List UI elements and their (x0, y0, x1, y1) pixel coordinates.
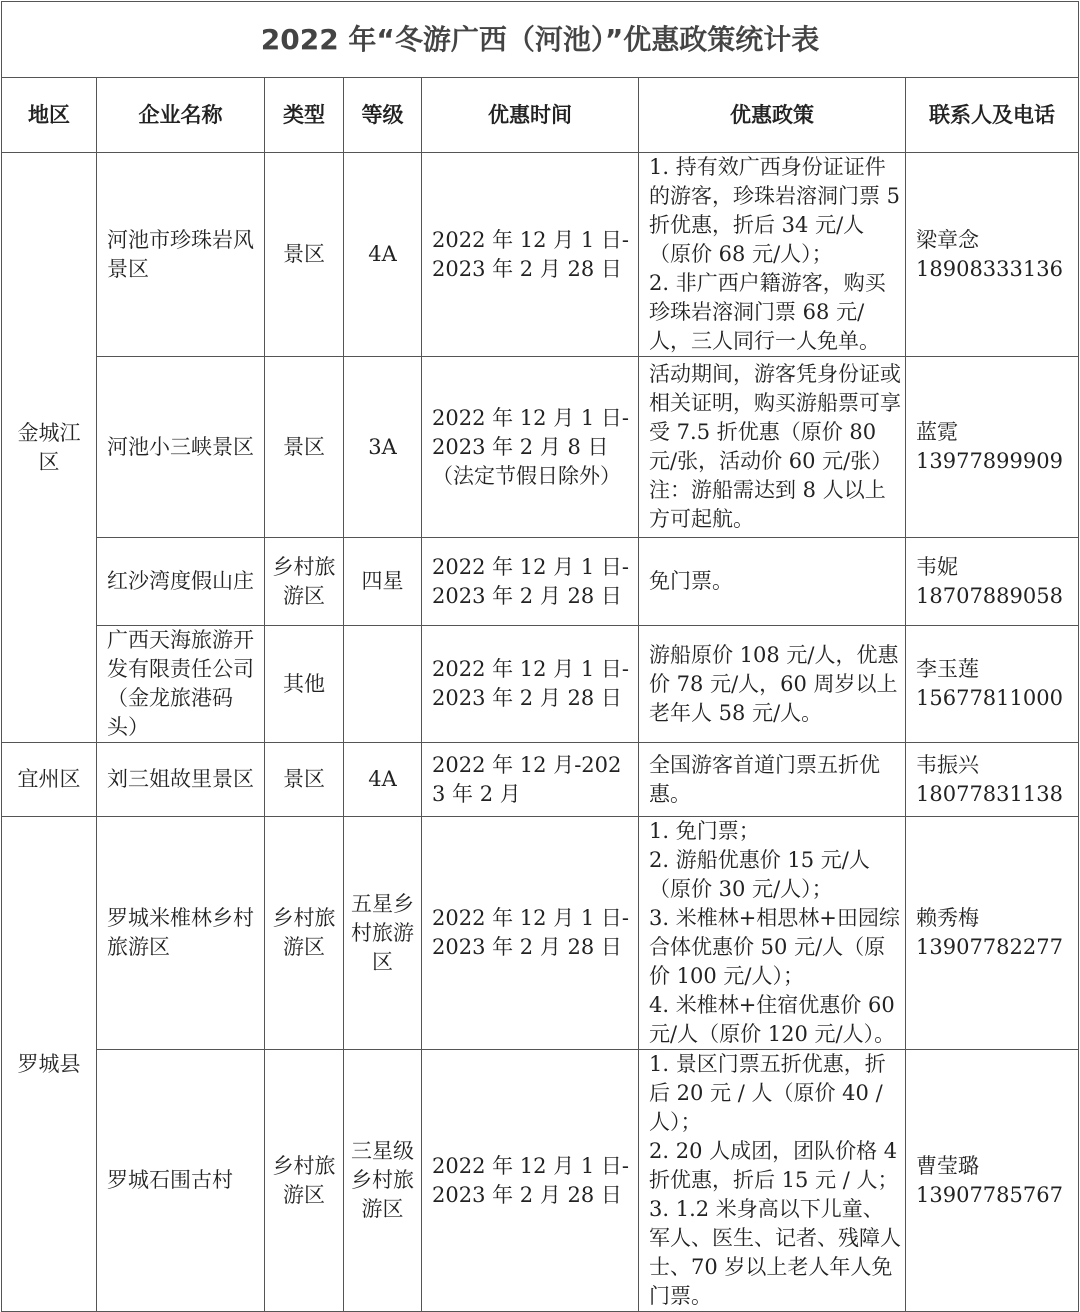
table-row (2, 153, 1079, 357)
contact-cell (906, 538, 1079, 626)
discount-policy (639, 1050, 906, 1312)
contact-cell (906, 626, 1079, 743)
policy-line: 1. 持有效广西身份证证件的游客，珍珠岩溶洞门票 5 折优惠，折后 34 元/人（原价 68 元/人）； (649, 155, 901, 266)
contact-name: 赖秀梅 (916, 906, 979, 930)
header-type: 类型 (265, 78, 344, 153)
discount-policy (639, 538, 906, 626)
header-region: 地区 (2, 78, 97, 153)
table-row (2, 743, 1079, 817)
table-row (2, 357, 1079, 538)
discount-time: 2022 年 12 月-2023 年 2 月 (422, 743, 639, 817)
attraction-level: 四星 (344, 538, 422, 626)
attraction-type: 景区 (265, 743, 344, 817)
contact-phone: 18707889058 (916, 583, 1063, 608)
contact-cell (906, 153, 1079, 357)
region-cell: 宜州区 (2, 743, 97, 817)
company-name: 罗城石围古村 (97, 1050, 265, 1312)
contact-name: 韦振兴 (916, 752, 979, 777)
policy-line: 活动期间，游客凭身份证或相关证明，购买游船票可享受 7.5 折优惠（原价 80 元/张，活动价 60 元/张）注：游船需达到 8 人以上方可起航。 (649, 362, 901, 531)
discount-time: 2022 年 12 月 1 日-2023 年 2 月 28 日 (422, 538, 639, 626)
contact-phone: 18908333136 (916, 256, 1063, 281)
attraction-level: 4A (344, 743, 422, 817)
header-row (2, 78, 1079, 153)
contact-name: 蓝霓 (916, 420, 958, 444)
region-cell: 罗城县 (2, 817, 97, 1312)
company-name: 红沙湾度假山庄 (97, 538, 265, 626)
policy-line: 2. 游船优惠价 15 元/人（原价 30 元/人）； (649, 848, 870, 901)
table-row (2, 817, 1079, 1050)
policy-line: 2. 20 人成团，团队价格 4 折优惠，折后 15 元 / 人； (649, 1139, 899, 1192)
attraction-type: 景区 (265, 357, 344, 538)
discount-time: 2022 年 12 月 1 日-2023 年 2 月 28 日 (422, 1050, 639, 1312)
policy-line: 1. 免门票； (649, 819, 760, 843)
contact-phone: 13907785767 (916, 1182, 1063, 1207)
attraction-level: 4A (344, 153, 422, 357)
attraction-type: 乡村旅游区 (265, 817, 344, 1050)
contact-name: 梁章念 (916, 227, 979, 252)
policy-line: 2. 非广西户籍游客，购买珍珠岩溶洞门票 68 元/人，三人同行一人免单。 (649, 271, 886, 353)
attraction-type: 景区 (265, 153, 344, 357)
header-company: 企业名称 (97, 78, 265, 153)
region-cell: 金城江区 (2, 153, 97, 743)
discount-time: 2022 年 12 月 1 日-2023 年 2 月 28 日 (422, 626, 639, 743)
contact-name: 韦妮 (916, 554, 958, 579)
contact-phone: 18077831138 (916, 781, 1063, 806)
policy-line: 1. 景区门票五折优惠，折后 20 元 / 人（原价 40 / 人）； (649, 1052, 886, 1134)
policy-line: 4. 米椎林+住宿优惠价 60 元/人（原价 120 元/人）。 (649, 993, 896, 1046)
company-name: 广西天海旅游开发有限责任公司（金龙旅港码头） (97, 626, 265, 743)
contact-name: 李玉莲 (916, 657, 979, 681)
company-name: 罗城米椎林乡村旅游区 (97, 817, 265, 1050)
company-name: 河池市珍珠岩风景区 (97, 153, 265, 357)
discount-policy (639, 817, 906, 1050)
company-name: 河池小三峡景区 (97, 357, 265, 538)
policy-line: 全国游客首道门票五折优惠。 (649, 752, 880, 806)
discount-policy (639, 743, 906, 817)
discount-policy (639, 357, 906, 538)
contact-cell (906, 743, 1079, 817)
policy-line: 免门票。 (649, 569, 733, 593)
header-policy: 优惠政策 (639, 78, 906, 153)
attraction-level: 3A (344, 357, 422, 538)
attraction-level: 三星级乡村旅游区 (344, 1050, 422, 1312)
table-row (2, 1050, 1079, 1312)
table-row (2, 538, 1079, 626)
header-contact: 联系人及电话 (906, 78, 1079, 153)
contact-cell (906, 357, 1079, 538)
discount-time: 2022 年 12 月 1 日-2023 年 2 月 28 日 (422, 817, 639, 1050)
header-time: 优惠时间 (422, 78, 639, 153)
discount-time: 2022 年 12 月 1 日-2023 年 2 月 28 日 (422, 153, 639, 357)
policy-line: 3. 1.2 米身高以下儿童、军人、医生、记者、残障人士、70 岁以上老人年人免门票。 (649, 1197, 901, 1308)
attraction-type: 乡村旅游区 (265, 538, 344, 626)
contact-cell (906, 817, 1079, 1050)
policy-line: 游船原价 108 元/人，优惠价 78 元/人，60 周岁以上老年人 58 元/人。 (649, 642, 899, 725)
contact-name: 曹莹璐 (916, 1153, 979, 1178)
contact-phone: 15677811000 (916, 686, 1063, 710)
discount-policy-table (1, 1, 1079, 1312)
table-title: 2022 年“冬游广西（河池）”优惠政策统计表 (2, 2, 1079, 78)
discount-time: 2022 年 12 月 1 日-2023 年 2 月 8 日（法定节假日除外） (422, 357, 639, 538)
contact-cell (906, 1050, 1079, 1312)
attraction-type: 乡村旅游区 (265, 1050, 344, 1312)
attraction-type: 其他 (265, 626, 344, 743)
company-name: 刘三姐故里景区 (97, 743, 265, 817)
attraction-level: 五星乡村旅游区 (344, 817, 422, 1050)
contact-phone: 13907782277 (916, 935, 1063, 959)
header-level: 等级 (344, 78, 422, 153)
discount-policy (639, 153, 906, 357)
table-row (2, 626, 1079, 743)
attraction-level (344, 626, 422, 743)
contact-phone: 13977899909 (916, 449, 1063, 473)
discount-policy (639, 626, 906, 743)
policy-line: 3. 米椎林+相思林+田园综合体优惠价 50 元/人（原价 100 元/人）； (649, 906, 900, 988)
